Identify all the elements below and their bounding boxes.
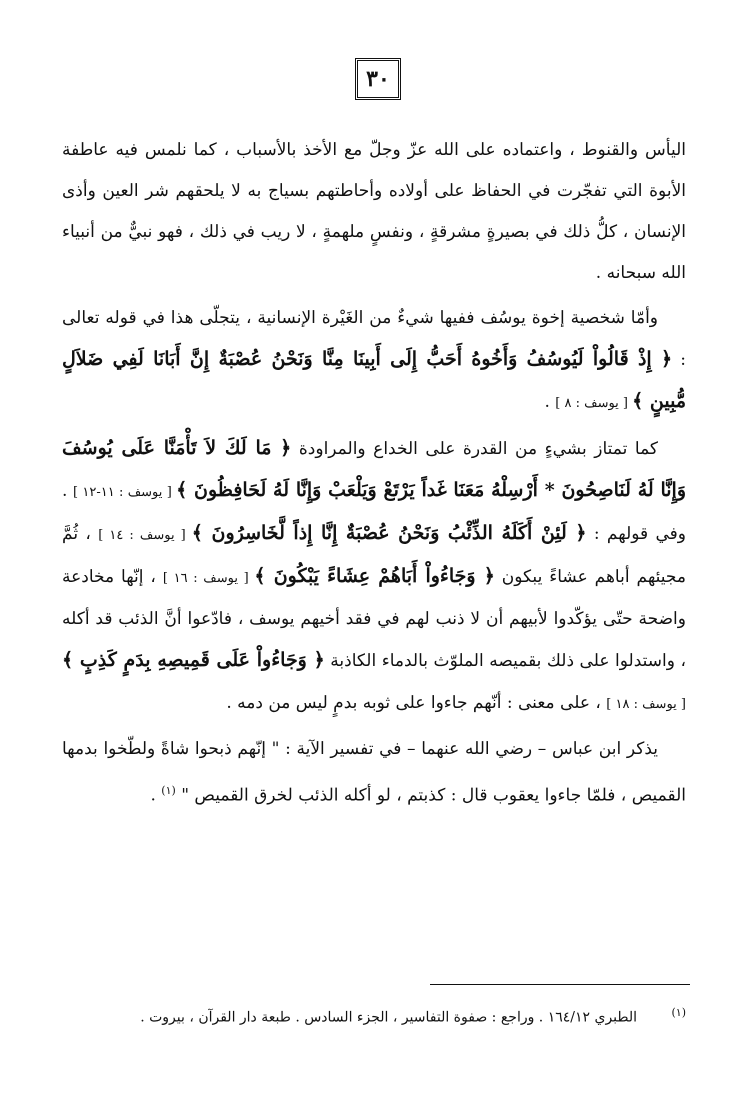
verse-reference: [ يوسف : ١٨ ] xyxy=(606,697,686,712)
quran-verse: ﴿ لَئِنْ أَكَلَهُ الذِّئْبُ وَنَحْنُ عُصْبَةٌ إِنَّا إِذاً لَّخَاسِرُونَ ﴾ xyxy=(191,522,587,544)
page-number-text: ٣٠ xyxy=(366,66,390,92)
paragraph-text: ، إنّها مخادعة واضحة حتّى يؤكّدوا لأبيهم أن لا ذنب لهم في فقد أخيهم يوسف ، فادّعوا أنَّ الذئب قد أكله ، واستدلوا على ذلك بقميصه الملوّث بالدماء الكاذبة xyxy=(62,567,686,671)
footnote xyxy=(62,995,686,1036)
quran-verse: ﴿ وَجَاءُواْ عَلَى قَمِيصِهِ بِدَمٍ كَذِبٍ ﴾ xyxy=(62,649,325,671)
paragraph-text: . xyxy=(150,785,162,806)
paragraph-text: ، على معنى : أنّهم جاءوا على ثوبه بدمٍ ليس من دمه . xyxy=(226,693,607,713)
body-text xyxy=(62,130,686,821)
paragraph xyxy=(62,428,686,725)
paragraph-text: . xyxy=(544,392,556,412)
paragraph xyxy=(62,130,686,294)
footnote-reference: (١) xyxy=(161,784,176,797)
footnote-divider xyxy=(430,984,690,985)
paragraph-text: وأمّا شخصية إخوة يوسُف ففيها شيءٌ من الغَيْرة الإنسانية ، يتجلّى هذا في قوله تعالى : xyxy=(62,308,686,370)
paragraph-text: . وفي قولهم : xyxy=(62,481,687,544)
paragraph-text: اليأس والقنوط ، واعتماده على الله عزّ وجلّ مع الأخذ بالأسباب ، كما نلمس فيه عاطفة الأبوة التي تفجّرت في الحفاظ على أولاده وأحاطتهم بسياج به لا يلحقهم شر العين وأذى الإنسان ، كلُّ ذلك في بصيرةٍ مشرقةٍ ، ونفسٍ ملهمةٍ ، لا ريب في ذلك ، فهو نبيٌّ من أنبياء الله سبحانه . xyxy=(62,140,686,283)
quran-verse: ﴿ وَجَاءُواْ أَبَاهُمْ عِشَاءً يَبْكُونَ ﴾ xyxy=(254,565,495,587)
verse-reference: [ يوسف : ٨ ] xyxy=(555,396,633,411)
paragraph-text: ، ثُمَّ مجيئهم أباهم عشاءً يبكون xyxy=(62,524,686,587)
page-number xyxy=(355,58,401,100)
quran-verse: ﴿ مَا لَكَ لاَ تَأْمَنَّا عَلَى يُوسُفَ وَإِنَّا لَهُ لَنَاصِحُونَ * أَرْسِلْهُ مَعَنَا غَداً يَرْتَعْ وَيَلْعَبْ وَإِنَّا لَهُ لَحَافِظُونَ ﴾ xyxy=(62,437,686,501)
verse-reference: [ يوسف : ١٤ ] xyxy=(98,528,192,543)
footnote-text: الطبري ١٦٤/١٢ . وراجع : صفوة التفاسير ، الجزء السادس . طبعة دار القرآن ، بيروت . xyxy=(140,1009,638,1026)
verse-reference: [ يوسف : ١٦ ] xyxy=(162,571,255,586)
footnote-marker: (١) xyxy=(671,1006,686,1019)
paragraph xyxy=(62,298,686,424)
paragraph-text: يذكر ابن عباس – رضي الله عنهما – في تفسير الآية : " إنّهم ذبحوا شاةً ولطّخوا بدمها القميص ، فلمّا جاءوا يعقوب قال : كذبتم ، لو أكله الذئب لخرق القميص " xyxy=(62,739,686,806)
verse-reference: [ يوسف : ١١-١٢ ] xyxy=(72,485,177,500)
paragraph xyxy=(62,729,686,817)
quran-verse: ﴿ إِذْ قَالُواْ لَيُوسُفُ وَأَخُوهُ أَحَبُّ إِلَى أَبِينَا مِنَّا وَنَحْنُ عُصْبَةٌ إِنَّ أَبَانَا لَفِي ضَلاَلٍ مُّبِينٍ ﴾ xyxy=(62,348,686,412)
paragraph-text: كما تمتاز بشيءٍ من القدرة على الخداع والمراودة xyxy=(291,439,659,459)
